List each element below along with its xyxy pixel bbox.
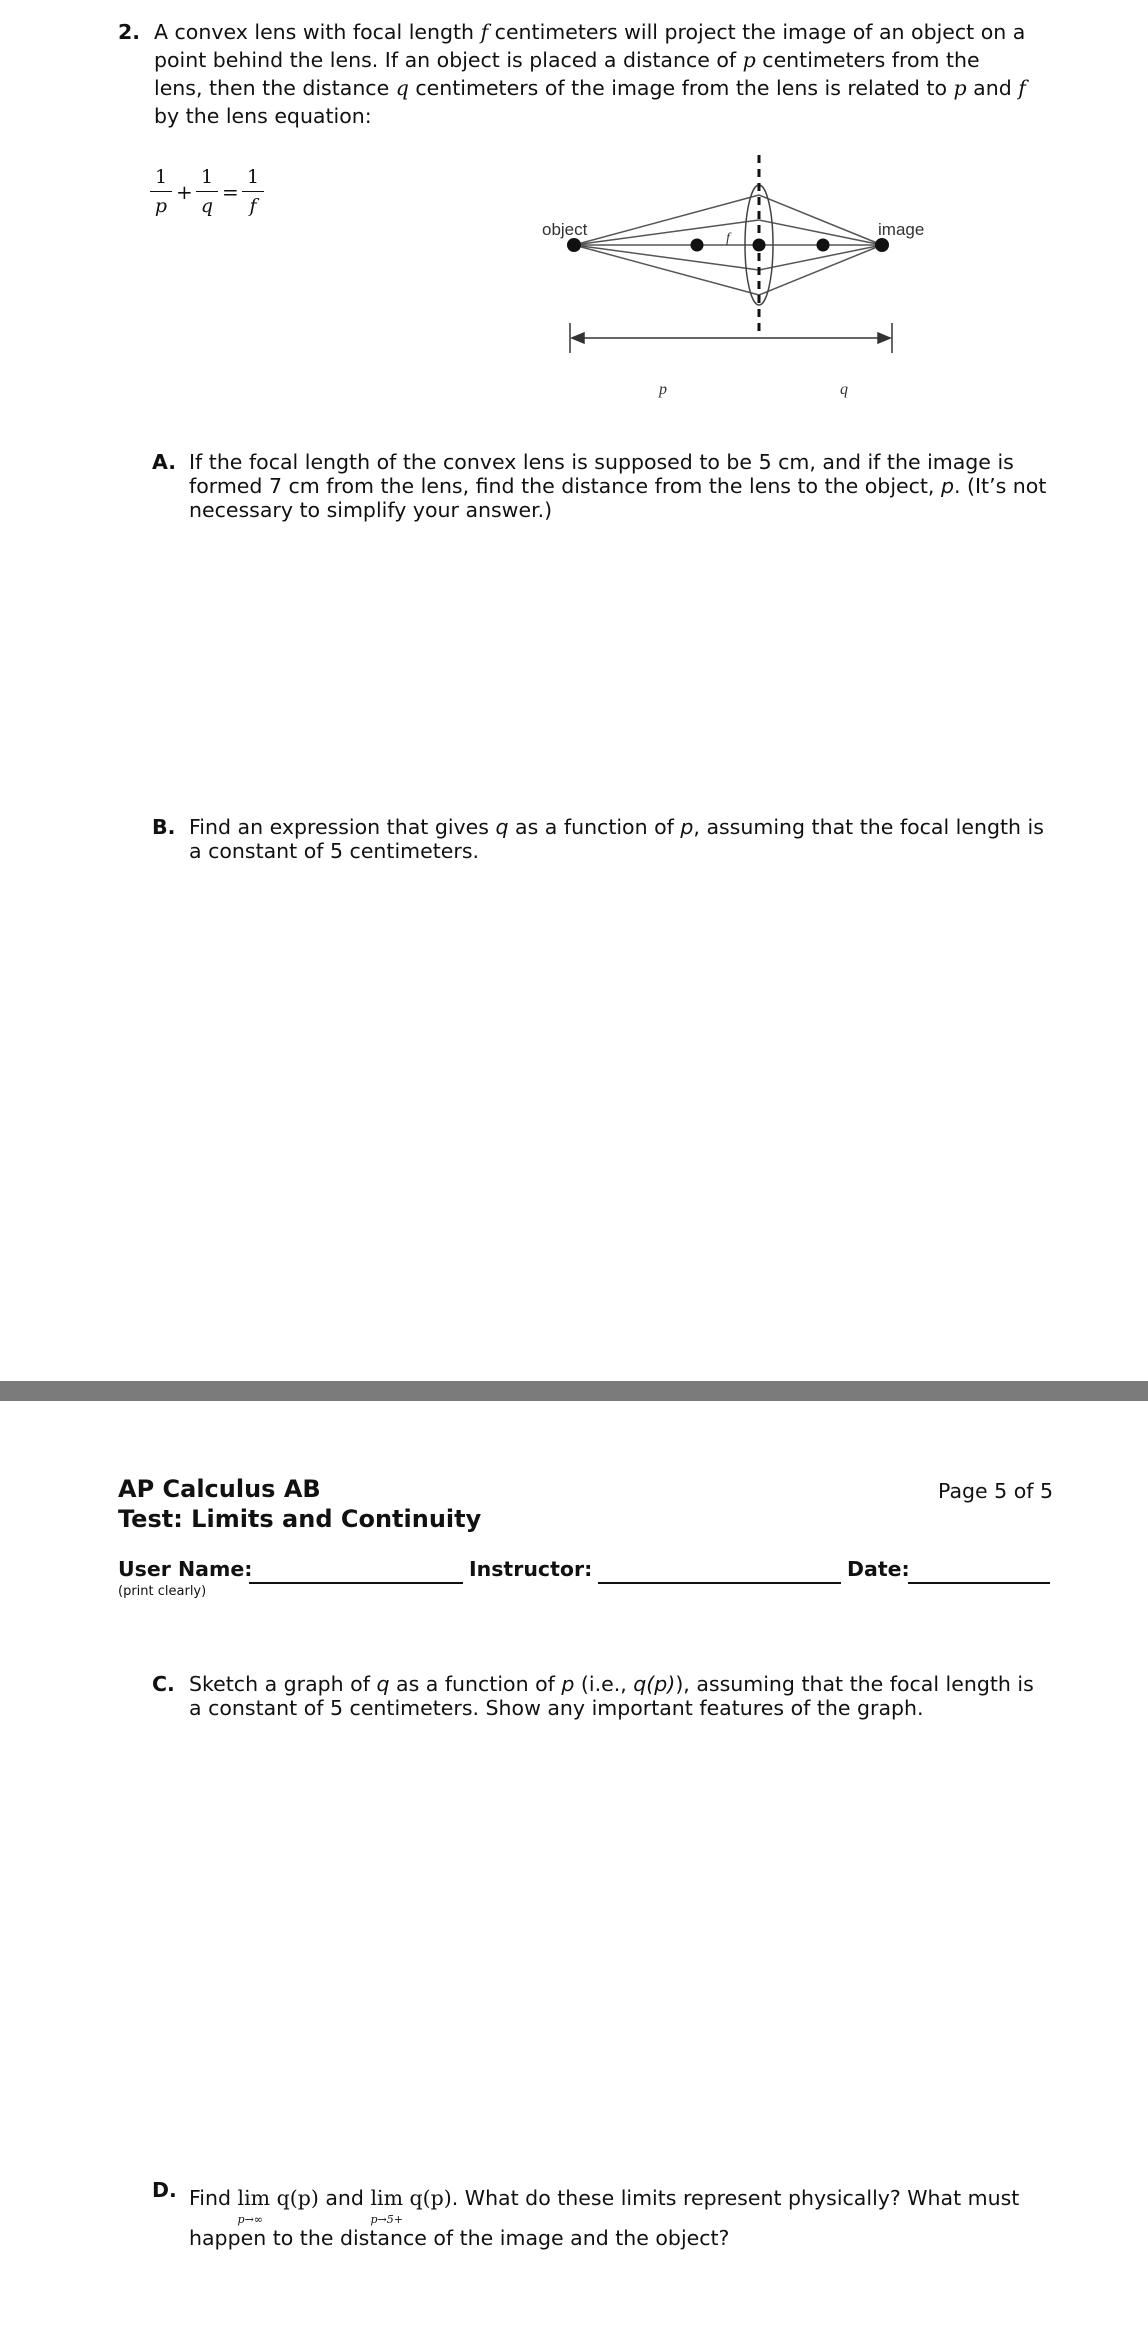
instructor-line[interactable] xyxy=(598,1582,841,1584)
lens-center-point xyxy=(753,239,766,252)
object-label: object xyxy=(542,220,588,239)
limit-infinity: lim q(p) p→∞ xyxy=(237,2186,319,2226)
focal-point-left xyxy=(691,239,704,252)
f-label: f xyxy=(726,231,730,246)
part-b: B. Find an expression that gives q as a function of p, assuming that the focal length is a constant of 5 centimeters. xyxy=(152,815,1052,863)
question-text: A convex lens with focal length f centimeters will project the image of an object on a point behind the lens. If an object is placed a distance of p centimeters from the lens, then the distance q centimeters of the image from the lens is related to p and f by the lens equation: xyxy=(154,20,1026,128)
ray xyxy=(759,195,882,245)
plus-sign: + xyxy=(176,180,193,204)
ray xyxy=(574,220,759,245)
fraction-1-over-f: 1 f xyxy=(242,166,264,217)
fraction-1-over-p: 1 p xyxy=(150,166,172,217)
ray xyxy=(574,195,759,245)
lens-diagram xyxy=(530,150,950,410)
date-label: Date: xyxy=(847,1557,910,1581)
question-number: 2. xyxy=(118,20,141,44)
ray xyxy=(574,245,759,270)
part-d-text: Find lim q(p) p→∞ and lim q(p) p→5+ . What do these limits represent physically? What must happen to the distance of the image and the object? xyxy=(152,2178,1052,2258)
user-name-line[interactable] xyxy=(249,1582,463,1584)
equals-sign: = xyxy=(222,180,239,204)
page-header-title xyxy=(118,1474,481,1534)
image-point xyxy=(875,238,889,252)
arrowhead-right xyxy=(878,333,890,343)
limit-five-plus: lim q(p) p→5+ xyxy=(370,2186,452,2226)
part-c: C. Sketch a graph of q as a function of p (i.e., q(p)), assuming that the focal length is a constant of 5 centimeters. Show any important features of the graph. xyxy=(152,1672,1052,1720)
focal-point-right xyxy=(817,239,830,252)
part-a: A. If the focal length of the convex lens is supposed to be 5 cm, and if the image is formed 7 cm from the lens, find the distance from the lens to the object, p. (It’s not necessary to simplify your answer.) xyxy=(152,450,1052,522)
lens-equation xyxy=(150,166,280,228)
test-title: Test: Limits and Continuity xyxy=(118,1505,482,1533)
date-line[interactable] xyxy=(908,1582,1050,1584)
course-title: AP Calculus AB xyxy=(118,1475,321,1503)
question-2-intro xyxy=(118,18,1033,130)
object-point xyxy=(567,238,581,252)
ray xyxy=(574,245,759,295)
page-number: Page 5 of 5 xyxy=(938,1479,1054,1503)
p-label: p xyxy=(659,381,667,398)
part-b-text: Find an expression that gives q as a function of p, assuming that the focal length is a constant of 5 centimeters. xyxy=(189,815,1044,863)
q-label: q xyxy=(840,381,848,398)
part-c-text: Sketch a graph of q as a function of p (i.e., q(p)), assuming that the focal length is a constant of 5 centimeters. Show any important features of the graph. xyxy=(189,1672,1034,1720)
part-d: D. Find lim q(p) p→∞ and lim q(p) p→5+ . What do these limits represent physically? What must happen to the distance of the image and the object? xyxy=(152,2178,1052,2258)
user-name-label: User Name: xyxy=(118,1557,253,1581)
image-label: image xyxy=(878,220,925,239)
print-clearly-note: (print clearly) xyxy=(118,1584,207,1599)
instructor-label: Instructor: xyxy=(469,1557,593,1581)
page-separator xyxy=(0,1381,1148,1401)
part-a-text: If the focal length of the convex lens is supposed to be 5 cm, and if the image is formed 7 cm from the lens, find the distance from the lens to the object, p. (It’s not necessary to simplify your answer.) xyxy=(189,450,1047,522)
ray xyxy=(759,245,882,295)
fraction-1-over-q: 1 q xyxy=(196,166,218,217)
arrowhead-left xyxy=(572,333,584,343)
